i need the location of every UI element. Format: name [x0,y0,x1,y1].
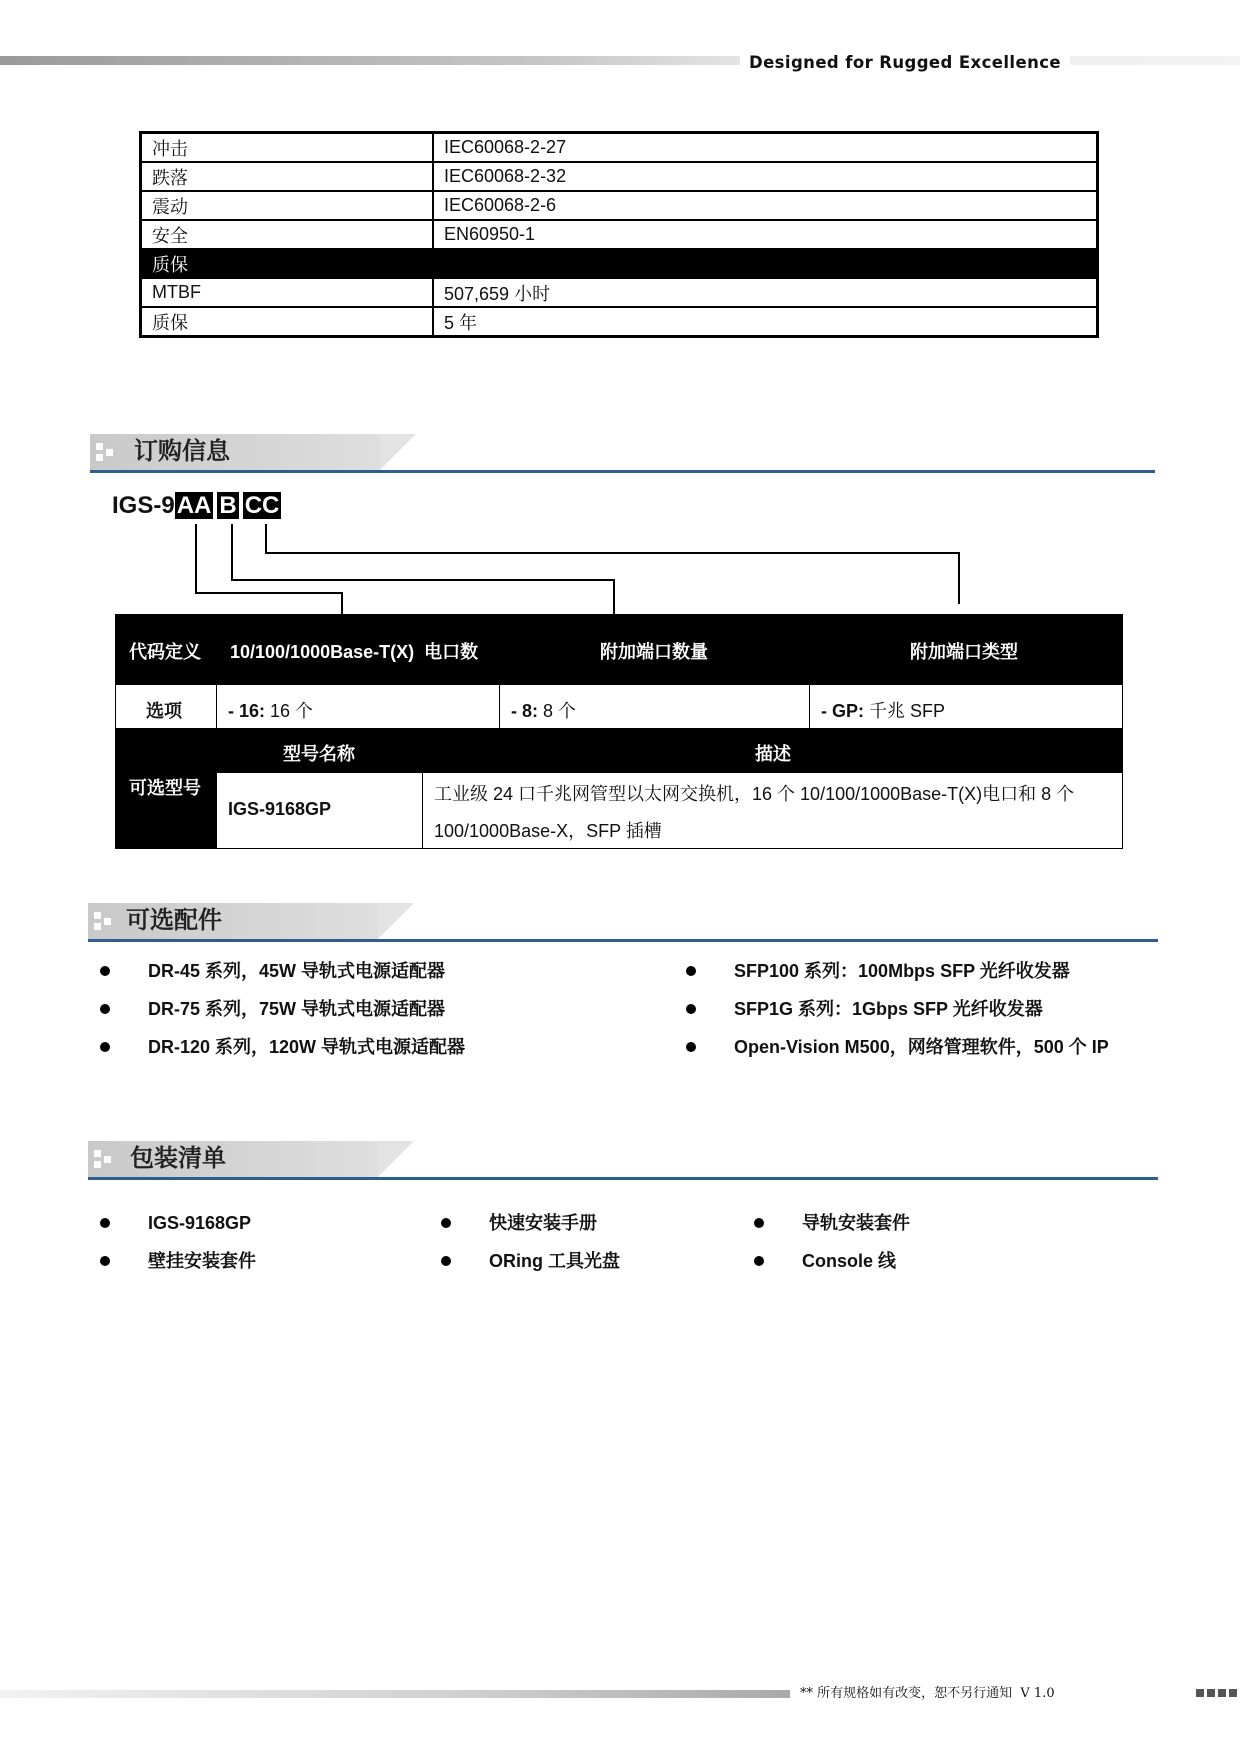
list-item: IGS-9168GP [148,1213,252,1233]
section-heading-ordering [90,434,1155,484]
table-row [141,133,1098,163]
section-title: 订购信息 [134,438,230,465]
section-title: 包装清单 [130,1145,226,1172]
option-code: - 8: [511,701,538,721]
list-item: Open-Vision M500，网络管理软件，500 个 IP [734,1037,1109,1057]
list-item: 导轨安装套件 [802,1213,910,1233]
spec-value: EN60950-1 [433,220,1098,249]
models-col-desc: 描述 [755,744,791,764]
section-underline [90,470,1155,473]
option-cell-2 [499,684,811,729]
footer-square-icon [1218,1689,1226,1697]
footer-square-icon [1229,1689,1237,1697]
section-band-slant [378,1141,414,1177]
section-title: 可选配件 [126,907,222,934]
spec-value: 507,659 小时 [433,278,1098,307]
section-heading-package [88,1141,1158,1191]
table-row [141,307,1098,337]
option-cell-3 [809,684,1123,729]
model-desc-line2: 100/1000Base-X，SFP 插槽 [434,821,662,841]
footer-square-icon [1207,1689,1215,1697]
header-col2: 附加端口数量 [600,642,708,662]
model-name: IGS-9168GP [228,799,332,819]
list-item: DR-75 系列，75W 导轨式电源适配器 [148,999,446,1019]
footer-note [800,1683,1055,1705]
footer-note-text: ** 所有规格如有改变，恕不另行通知 [800,1686,1013,1701]
models-col-name: 型号名称 [283,744,355,764]
table-section-row [141,249,1098,278]
table-row [141,278,1098,307]
connector-line [613,579,615,614]
models-header-row [115,729,1123,772]
option-cell-1 [216,684,501,729]
connector-line [958,552,960,604]
models-label: 可选型号 [129,778,201,798]
model-code [112,490,285,522]
option-text: 16 个 [270,701,314,721]
header-tagline: Designed for Rugged Excellence [740,50,1070,76]
footer-square-icon [1196,1689,1204,1697]
footer-version: V 1.0 [1020,1686,1055,1701]
section-bullet-icon [94,912,112,930]
list-item: Console 线 [802,1251,897,1271]
code-b: B [219,492,237,519]
header-col3: 附加端口类型 [910,642,1018,662]
spec-key: 安全 [141,220,434,249]
spec-key: 质保 [141,307,434,337]
options-label-cell [115,684,217,729]
model-desc-cell [422,772,1123,849]
section-band-slant [378,903,414,939]
spec-key: 跌落 [141,162,434,191]
header-col1-bold: 10/100/1000Base-T(X) [230,642,415,662]
list-item: DR-120 系列，120W 导轨式电源适配器 [148,1037,466,1057]
connector-line [265,552,960,554]
model-name-cell [216,772,424,849]
header-col1 [230,638,478,664]
connector-line [265,524,267,554]
connector-line [341,592,343,614]
list-item: ORing 工具光盘 [489,1251,620,1271]
section-bullet-icon [96,443,114,461]
section-bullet-icon [94,1150,112,1168]
spec-key: MTBF [141,278,434,307]
section-underline [88,939,1158,942]
spec-value: IEC60068-2-27 [433,133,1098,163]
table-row [141,220,1098,249]
table-row [141,162,1098,191]
table-row [141,191,1098,220]
header-col1-rest: 电口数 [424,642,479,662]
footer-bar [0,1690,790,1698]
options-label: 选项 [146,701,182,721]
connector-line [195,524,197,594]
spec-key: 冲击 [141,133,434,163]
connector-line [195,592,343,594]
spec-section-label: 质保 [141,249,434,278]
list-item: DR-45 系列，45W 导轨式电源适配器 [148,961,446,981]
ordering-header-row [115,614,1123,684]
list-item: 快速安装手册 [489,1213,597,1233]
ordering-table [115,614,1123,849]
spec-value [433,249,1098,278]
spec-table [139,131,1099,338]
connector-line [231,524,233,581]
section-underline [88,1177,1158,1180]
list-item: SFP100 系列：100Mbps SFP 光纤收发器 [734,961,1070,981]
connector-line [231,579,615,581]
code-aa: AA [176,492,212,519]
models-label-cell [115,772,217,849]
model-prefix: IGS-9 [112,492,175,519]
spec-value: IEC60068-2-6 [433,191,1098,220]
header-code-def: 代码定义 [129,642,201,662]
section-heading-accessories [88,903,1158,953]
option-text: 8 个 [543,701,577,721]
model-desc-line1: 工业级 24 口千兆网管型以太网交换机，16 个 10/100/1000Base-T(X)电口和 8 个 [434,784,1075,804]
option-code: - GP: [821,701,864,721]
list-item: SFP1G 系列：1Gbps SFP 光纤收发器 [734,999,1043,1019]
option-code: - 16: [228,701,266,721]
code-cc: CC [244,492,280,519]
spec-value: 5 年 [433,307,1098,337]
spec-value: IEC60068-2-32 [433,162,1098,191]
section-band-slant [380,434,416,470]
spec-key: 震动 [141,191,434,220]
option-text: 千兆 SFP [869,701,946,721]
list-item: 壁挂安装套件 [148,1251,256,1271]
